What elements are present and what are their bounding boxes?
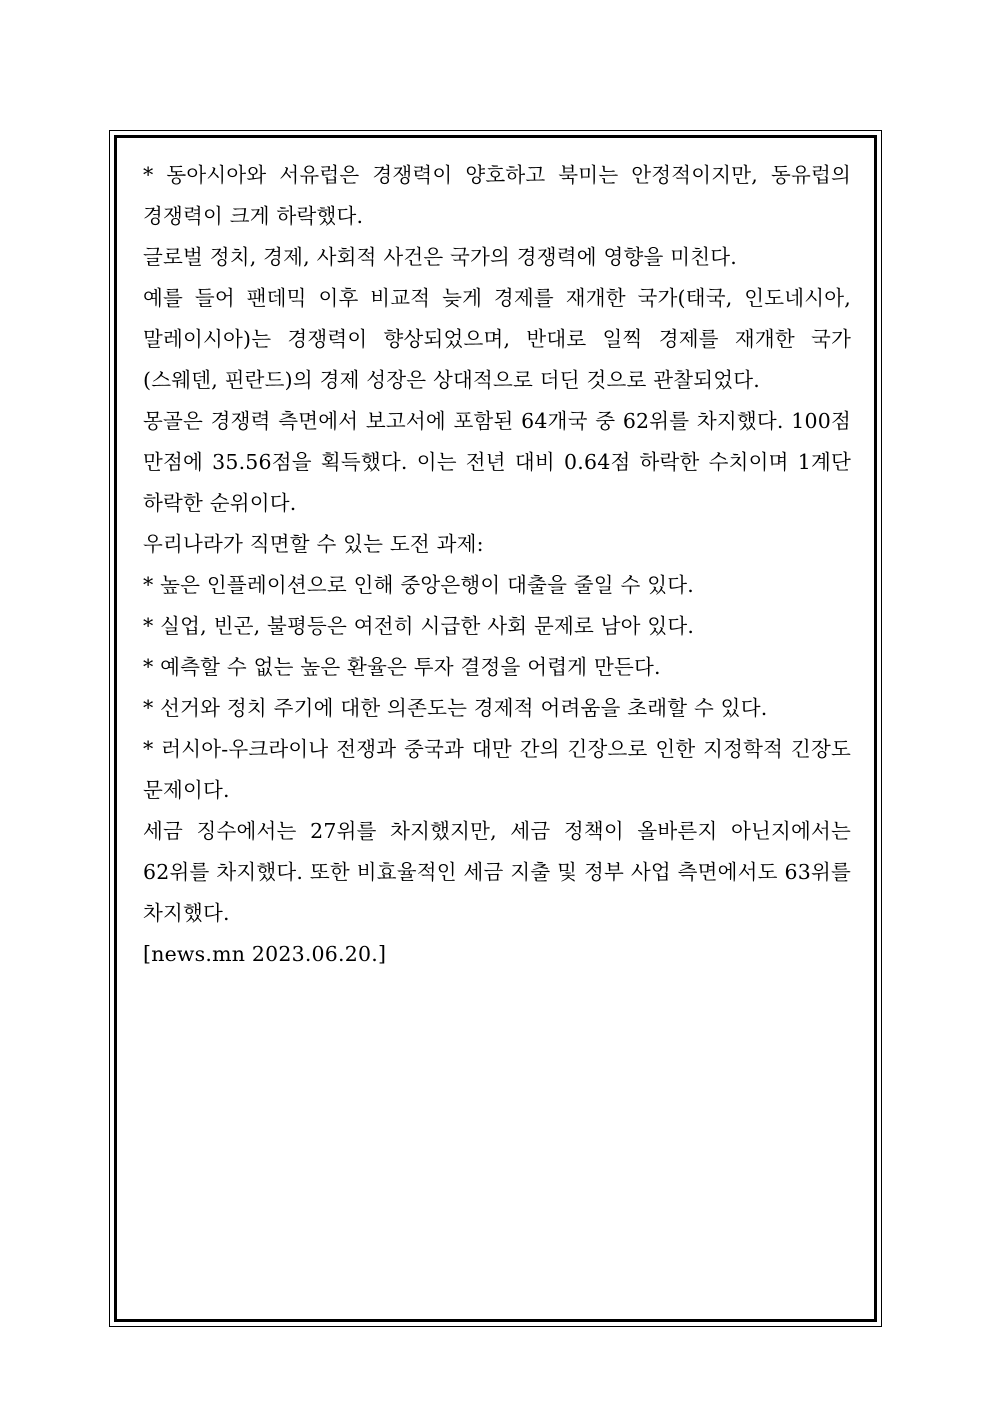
challenge-item-exchange-rate: * 예측할 수 없는 높은 환율은 투자 결정을 어렵게 만든다. [143, 655, 661, 679]
challenge-item-unemployment: * 실업, 빈곤, 불평등은 여전히 시급한 사회 문제로 남아 있다. [143, 614, 695, 638]
paragraph-pandemic-example: 예를 들어 팬데믹 이후 비교적 늦게 경제를 재개한 국가(태국, 인도네시아, 말레이시아)는 경쟁력이 향상되었으며, 반대로 일찍 경제를 재개한 국가(스웨덴, 핀란드)의 경제 성장은 상대적으로 더딘 것으로 관찰되었다. [143, 286, 851, 392]
challenge-item-elections: * 선거와 정치 주기에 대한 의존도는 경제적 어려움을 초래할 수 있다. [143, 696, 768, 720]
paragraph-global-events: 글로벌 정치, 경제, 사회적 사건은 국가의 경쟁력에 영향을 미친다. [143, 245, 737, 269]
source-citation: [news.mn 2023.06.20.] [143, 942, 387, 966]
paragraph-tax-ranking: 세금 징수에서는 27위를 차지했지만, 세금 정책이 올바른지 아닌지에서는 62위를 차지했다. 또한 비효율적인 세금 지출 및 정부 사업 측면에서도 63위를 차지했다. [143, 819, 851, 925]
paragraph-mongolia-ranking: 몽골은 경쟁력 측면에서 보고서에 포함된 64개국 중 62위를 차지했다. 100점 만점에 35.56점을 획득했다. 이는 전년 대비 0.64점 하락한 수치이며 1계단 하락한 순위이다. [143, 409, 851, 515]
paragraph-summary-bullet: * 동아시아와 서유럽은 경쟁력이 양호하고 북미는 안정적이지만, 동유럽의 경쟁력이 크게 하락했다. [143, 163, 851, 228]
paragraph-challenges-heading: 우리나라가 직면할 수 있는 도전 과제: [143, 532, 484, 556]
challenge-item-inflation: * 높은 인플레이션으로 인해 중앙은행이 대출을 줄일 수 있다. [143, 573, 694, 597]
challenge-item-geopolitics: * 러시아-우크라이나 전쟁과 중국과 대만 간의 긴장으로 인한 지정학적 긴장도 문제이다. [143, 737, 851, 802]
document-body [143, 155, 851, 975]
